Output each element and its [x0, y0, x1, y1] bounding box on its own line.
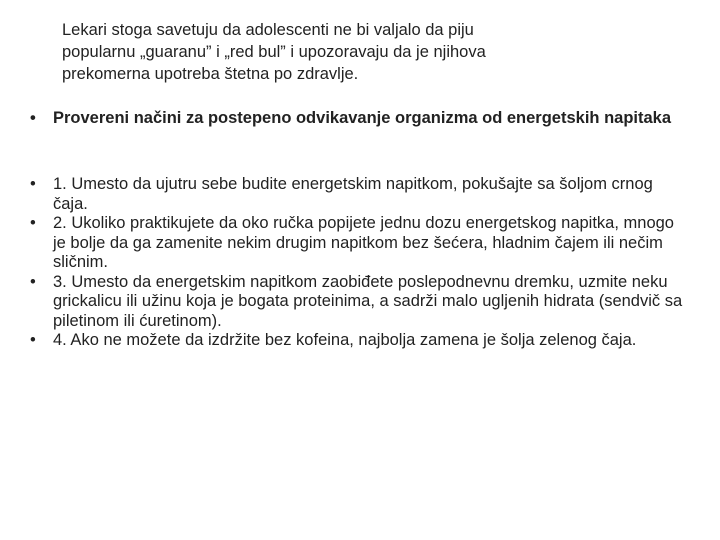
step-item-4 — [30, 331, 690, 351]
bullet-icon: • — [30, 175, 36, 193]
step-item-1 — [30, 175, 690, 214]
step-text-1: 1. Umesto da ujutru sebe budite energetskim napitkom, pokušajte sa šoljom crnog čaja. — [53, 175, 653, 213]
step-text-4: 4. Ako ne možete da izdržite bez kofeina, najbolja zamena je šolja zelenog čaja. — [53, 331, 637, 349]
steps-list — [30, 175, 690, 351]
heading-list — [30, 109, 690, 129]
step-text-2: 2. Ukoliko praktikujete da oko ručka popijete jednu dozu energetskog napitka, mnogo je bolje da ga zamenite nekim drugim napitkom bez šećera, hladnim čajem ili nečim sličnim. — [53, 214, 674, 271]
heading-bullet-text: Provereni načini za postepeno odvikavanje organizma od energetskih napitaka — [53, 109, 672, 127]
bullet-icon: • — [30, 109, 36, 127]
step-item-2 — [30, 214, 690, 273]
heading-bullet-item — [30, 109, 690, 129]
step-item-3 — [30, 273, 690, 332]
bullet-icon: • — [30, 214, 36, 232]
intro-paragraph: Lekari stoga savetuju da adolescenti ne bi valjalo da piju popularnu „guaranu” i „red bul” i upozoravaju da je njihova prekomerna upotreba štetna po zdravlje. — [62, 21, 486, 83]
bullet-icon: • — [30, 331, 36, 349]
step-text-3: 3. Umesto da energetskim napitkom zaobiđete poslepodnevnu dremku, uzmite neku grickalicu ili užinu koja je bogata proteinima, a sadrži malo ugljenih hidrata (sendvič sa piletinom ili ćuretinom). — [53, 272, 683, 330]
bullet-icon: • — [30, 272, 36, 291]
